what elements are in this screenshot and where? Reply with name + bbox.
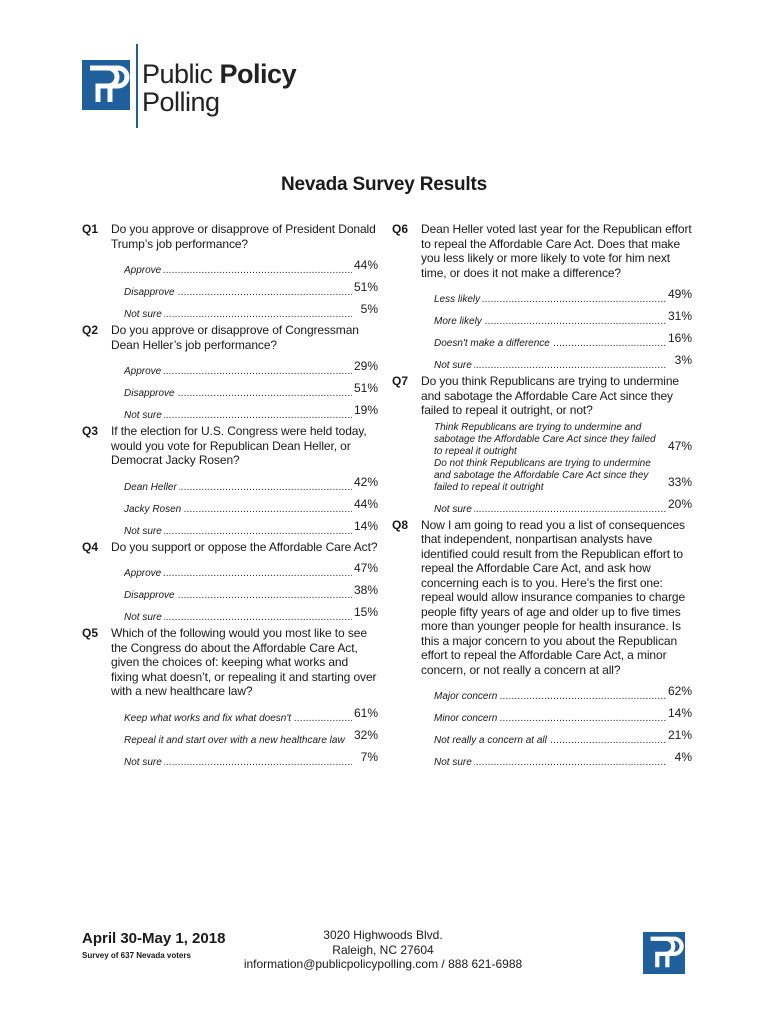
answer-percent: 4% bbox=[674, 750, 692, 764]
question-q2 bbox=[82, 323, 378, 422]
question-text: Dean Heller voted last year for the Republican effort to repeal the Affordable Care Act. Does that make you less likely or more likely to vote for him next time, or does it not make a difference? bbox=[421, 222, 692, 280]
answer-percent: 42% bbox=[353, 474, 378, 489]
answer-label: Doesn't make a difference bbox=[434, 338, 550, 349]
answer-label: Not sure bbox=[434, 503, 472, 515]
answer-percent: 49% bbox=[667, 287, 692, 301]
answer-label: Disapprove bbox=[124, 287, 175, 298]
answer-row bbox=[124, 472, 378, 494]
questions-left-column bbox=[82, 222, 378, 771]
answer-percent: 61% bbox=[353, 705, 378, 720]
answer-row bbox=[434, 306, 692, 328]
question-number: Q4 bbox=[82, 539, 99, 554]
question-text: Do you approve or disapprove of Congressman Dean Heller’s job performance? bbox=[111, 323, 359, 352]
answer-percent: 16% bbox=[667, 331, 692, 345]
answer-label: Not sure bbox=[434, 360, 472, 371]
answer-percent: 62% bbox=[667, 684, 692, 698]
question-number: Q5 bbox=[82, 626, 99, 640]
question-text: Now I am going to read you a list of consequences that independent, nonpartisan analysts have identified could result from the Republican effort to repeal the Affordable Care Act, and ask how concerning each is to you. Here’s the first one: repeal would allow insurance companies to charge people fifty years of age and older up to five times more than younger people for health insurance. Is this a major concern to you about the Republican effort to repeal the Affordable Care Act, a minor concern, or not really a concern at all? bbox=[421, 517, 686, 677]
answer-label: Approve bbox=[124, 265, 162, 276]
answer-row bbox=[124, 299, 378, 321]
answer-percent: 29% bbox=[353, 359, 378, 373]
answer-percent: 33% bbox=[667, 474, 692, 489]
answer-label: Less likely bbox=[434, 294, 481, 305]
pp-monogram-icon bbox=[82, 60, 130, 110]
answer-percent: 15% bbox=[353, 605, 378, 619]
answer-percent: 21% bbox=[667, 728, 692, 742]
answer-label: Not sure bbox=[124, 612, 162, 623]
answer-row bbox=[124, 378, 378, 400]
answer-row bbox=[124, 400, 378, 422]
question-text: Do you support or oppose the Affordable Care Act? bbox=[111, 539, 378, 554]
answer-row bbox=[124, 725, 378, 747]
contact-block bbox=[218, 928, 548, 972]
answer-row bbox=[124, 494, 378, 516]
answer-row bbox=[434, 747, 692, 769]
answer-row bbox=[434, 703, 692, 725]
question-text: Do you approve or disapprove of President Donald Trump’s job performance? bbox=[111, 222, 376, 251]
answer-row bbox=[124, 356, 378, 378]
address-line1: 3020 Highwoods Blvd. bbox=[323, 928, 443, 942]
answer-label: Not sure bbox=[434, 757, 472, 768]
answer-label: Dean Heller bbox=[124, 481, 177, 493]
answer-row bbox=[124, 558, 378, 580]
answer-label: Major concern bbox=[434, 691, 498, 702]
answer-row bbox=[434, 328, 692, 350]
answer-percent: 31% bbox=[667, 309, 692, 323]
question-q3 bbox=[82, 424, 378, 538]
question-text: Do you think Republicans are trying to undermine and sabotage the Affordable Care Act since they failed to repeal it outright, or not? bbox=[421, 374, 680, 417]
answer-label: Keep what works and fix what doesn't bbox=[124, 712, 292, 724]
answer-label: Not sure bbox=[124, 309, 162, 320]
answer-row bbox=[434, 350, 692, 372]
answer-percent: 3% bbox=[674, 353, 692, 367]
answer-label: Minor concern bbox=[434, 713, 498, 724]
answer-row bbox=[434, 284, 692, 306]
question-q6 bbox=[392, 222, 692, 372]
answer-percent: 14% bbox=[353, 518, 378, 533]
answer-label: Think Republicans are trying to undermine and sabotage the Affordable Care Act since they failed to repeal it outright bbox=[434, 422, 666, 458]
question-number: Q7 bbox=[392, 374, 409, 388]
answer-row bbox=[124, 703, 378, 725]
answer-label: Do not think Republicans are trying to undermine and sabotage the Affordable Care Act since they failed to repeal it outright bbox=[434, 458, 666, 494]
answer-label: Not really a concern at all bbox=[434, 735, 547, 746]
answer-percent: 19% bbox=[353, 403, 378, 417]
question-text: Which of the following would you most like to see the Congress do about the Affordable Care Act, given the choices of: keeping what works and fixing what doesn’t, or repealing it and starting over with a new healthcare law? bbox=[111, 626, 377, 698]
survey-date: April 30-May 1, 2018 bbox=[82, 930, 226, 947]
answer-row bbox=[434, 681, 692, 703]
answer-row bbox=[124, 277, 378, 299]
answer-percent: 44% bbox=[353, 496, 378, 511]
answer-row bbox=[124, 747, 378, 769]
question-q7 bbox=[392, 374, 692, 516]
answer-label: Not sure bbox=[124, 756, 162, 768]
question-number: Q2 bbox=[82, 323, 99, 337]
answer-label: Disapprove bbox=[124, 388, 175, 399]
answer-label: Approve bbox=[124, 568, 162, 579]
answer-percent: 47% bbox=[667, 438, 692, 453]
address-line2: Raleigh, NC 27604 bbox=[332, 942, 434, 957]
questions-right-column bbox=[392, 222, 692, 771]
answer-percent: 5% bbox=[360, 302, 378, 316]
answer-label: Repeal it and start over with a new healthcare law bbox=[124, 735, 352, 747]
question-text: If the election for U.S. Congress were held today, would you vote for Republican Dean Heller, or Democrat Jacky Rosen? bbox=[111, 424, 367, 467]
answer-label: Jacky Rosen bbox=[124, 503, 182, 515]
answer-percent: 47% bbox=[353, 561, 378, 575]
logo-divider bbox=[136, 44, 138, 128]
answer-label: Not sure bbox=[124, 410, 162, 421]
answer-label: More likely bbox=[434, 316, 482, 327]
question-number: Q1 bbox=[82, 222, 99, 236]
answer-label: Not sure bbox=[124, 525, 162, 537]
footer-pp-logo-icon bbox=[643, 932, 685, 974]
answer-percent: 51% bbox=[353, 381, 378, 395]
answer-row bbox=[124, 255, 378, 277]
answer-percent: 51% bbox=[353, 280, 378, 294]
answer-row bbox=[124, 516, 378, 538]
answer-percent: 38% bbox=[353, 583, 378, 597]
question-q8 bbox=[392, 518, 692, 770]
question-number: Q6 bbox=[392, 222, 409, 236]
answer-row bbox=[434, 494, 692, 516]
question-q4 bbox=[82, 540, 378, 625]
answer-percent: 32% bbox=[353, 727, 378, 742]
contact-line: information@publicpolicypolling.com / 888 621-6988 bbox=[243, 957, 523, 971]
question-q1 bbox=[82, 222, 378, 321]
answer-label: Disapprove bbox=[124, 590, 175, 601]
answer-row bbox=[434, 725, 692, 747]
question-number: Q3 bbox=[82, 424, 99, 438]
answer-percent: 14% bbox=[667, 706, 692, 720]
survey-sample: Survey of 637 Nevada voters bbox=[82, 951, 191, 960]
answer-percent: 44% bbox=[353, 258, 378, 272]
page-title: Nevada Survey Results bbox=[281, 174, 487, 195]
question-q5 bbox=[82, 626, 378, 769]
answer-row bbox=[124, 580, 378, 602]
brand-wordmark: Public Policy Polling bbox=[142, 59, 297, 117]
answer-row bbox=[434, 422, 692, 458]
question-number: Q8 bbox=[392, 517, 409, 532]
answer-label: Approve bbox=[124, 366, 162, 377]
answer-percent: 20% bbox=[667, 496, 692, 511]
answer-row bbox=[434, 458, 692, 494]
answer-percent: 7% bbox=[360, 749, 378, 764]
answer-row bbox=[124, 602, 378, 624]
